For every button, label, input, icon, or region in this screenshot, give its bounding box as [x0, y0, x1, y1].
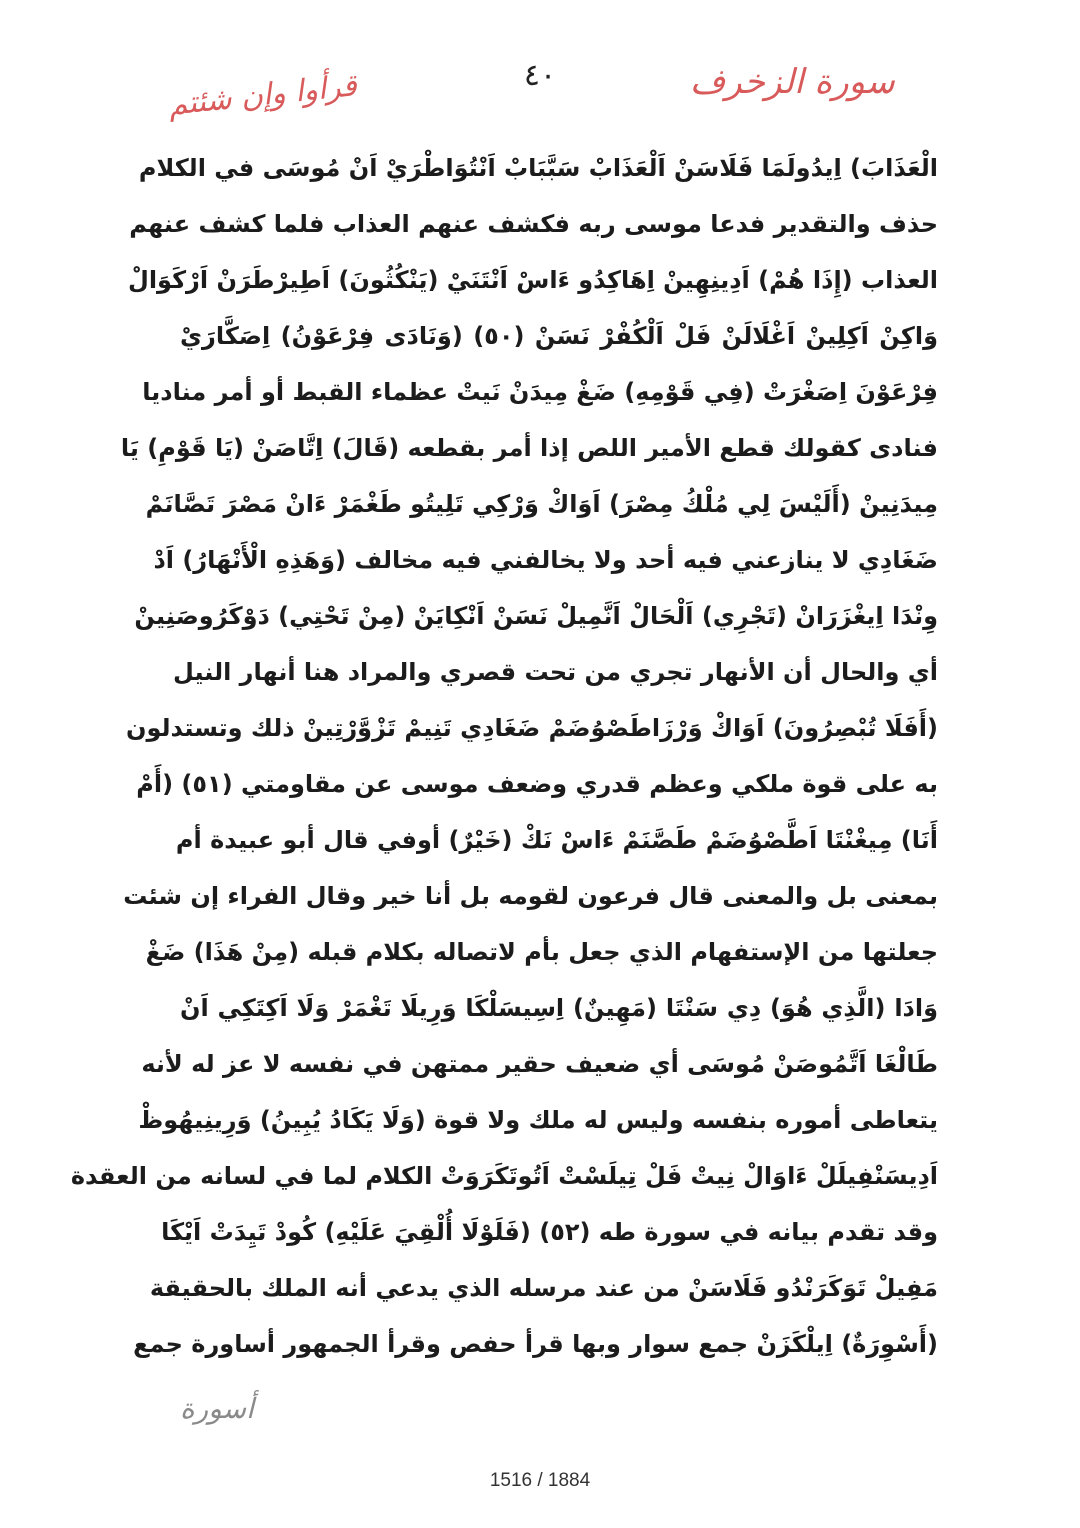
text-line: فِرْعَوْنَ اِصَغْرَتْ (فِي قَوْمِهِ) ضَغْ مِيدَنْ نَيتْ عظماء القبط أو أمر مناديا — [142, 378, 938, 406]
text-line: بمعنى بل والمعنى قال فرعون لقومه بل أنا خير وقال الفراء إن شئت — [123, 882, 938, 910]
text-line: يتعاطى أموره بنفسه وليس له ملك ولا قوة (وَلَا يَكَادُ يُبِينُ) وَرِينِيهُوظْ — [138, 1106, 938, 1134]
handwritten-surah-title: سورة الزخرف — [690, 62, 895, 102]
handwritten-note-left: قرأوا وإن شئتم — [166, 68, 359, 123]
text-line: الْعَذَابَ) اِيدُولَمَا فَلَاسَنْ اَلْعَذَابْ سَبَّبَابْ اَنْتُوَاطْرَيْ اَنْ مُوسَى في الكلام — [138, 154, 938, 182]
text-line: العذاب (إِذَا هُمْ) اَدِينِهِينْ اِهَاكِدُو ءَاسْ اَنْتَنَيْ (يَنْكُثُونَ) اَطِيرْطَرَنْ اَرْكَوَالْ — [128, 266, 938, 294]
text-line: أي والحال أن الأنهار تجري من تحت قصري والمراد هنا أنهار النيل — [173, 658, 938, 686]
page-number: ٤٠ — [523, 58, 557, 93]
text-line: مَفِيلْ تَوَكَرَنْدُو فَلَاسَنْ من عند مرسله الذي يدعي أنه الملك بالحقيقة — [149, 1274, 938, 1302]
text-line: (أَسْوِرَةٌ) اِيلْكَزَنْ جمع سوار وبها قرأ حفص وقرأ الجمهور أساورة جمع — [133, 1330, 938, 1358]
text-line: ضَغَادِي لا ينازعني فيه أحد ولا يخالفني فيه مخالف (وَهَذِهِ الْأَنْهَارُ) اَدْ — [153, 546, 938, 574]
text-line: وَاكِنْ اَكِلِينْ اَغْلَالَنْ فَلْ اَلْكُفْرْ نَسَنْ (٥٠) (وَنَادَى فِرْعَوْنُ) اِصَكَّارَيْ — [180, 322, 938, 350]
page-counter: 1516 / 1884 — [489, 1470, 591, 1491]
text-line: به على قوة ملكي وعظم قدري وضعف موسى عن مقاومتي (٥١) (أَمْ — [136, 770, 938, 798]
text-line: وقد تقدم بيانه في سورة طه (٥٢) (فَلَوْلَا أُلْقِيَ عَلَيْهِ) كُودْ تَيِدَتْ اَيْكَا — [161, 1218, 938, 1246]
text-line: أَنَا) مِيغْنْتَا اَطَّصْوُضَمْ طَصَّنَمْ ءَاسْ نَكْ (خَيْرٌ) أوفي قال أبو عبيدة أم — [175, 826, 938, 854]
text-line: طَالْغَا اَتَّمُوصَنْ مُوسَى أي ضعيف حقير ممتهن في نفسه لا عز له لأنه — [141, 1050, 938, 1078]
text-line: فنادى كقولك قطع الأمير اللص إذا أمر بقطعه (قَالَ) اِتَّاصَنْ (يَا قَوْمِ) يَا — [120, 434, 938, 462]
text-line: وَادَا (الَّذِي هُوَ) دِي سَنْتَا (مَهِينٌ) اِسِيسَلْكَا وَرِيلَا تَغْمَرْ وَلَا اَكِتَكِي اَنْ — [180, 994, 938, 1022]
text-line: مِيدَنِينْ (أَلَيْسَ لِي مُلْكُ مِصْرَ) اَوَاكْ وَرْكِي تَلِيتُو طَغْمَرْ ءَانْ مَصْرَ تَصَّانَمْ — [145, 490, 938, 518]
text-line: وِنْدَا اِيغْزَرَانْ (تَجْرِي) اَلْحَالْ اَنَّمِيلْ نَسَنْ اَنْكِايَنْ (مِنْ تَحْتِي) دَوْكَرُوصَنِينْ — [134, 602, 938, 630]
text-line: اَدِيسَنْفِيلَلْ ءَاوَالْ نِيتْ فَلْ تِيلَسْتْ اَتُوتَكَرَوَتْ الكلام لما في لسانه من العقدة — [70, 1162, 938, 1190]
handwritten-catchword: أسورة — [180, 1392, 254, 1425]
text-line: (أَفَلَا تُبْصِرُونَ) اَوَاكْ وَرْزَاطَصْوُضَمْ ضَغَادِي تَنِيمْ تَزْوَّرْتِينْ ذلك وتستدلون — [126, 714, 938, 742]
commentary-body — [70, 140, 938, 1372]
text-line: حذف والتقدير فدعا موسى ربه فكشف عنهم العذاب فلما كشف عنهم — [129, 210, 938, 238]
text-line: جعلتها من الإستفهام الذي جعل بأم لاتصاله بكلام قبله (مِنْ هَذَا) ضَغْ — [145, 938, 938, 966]
